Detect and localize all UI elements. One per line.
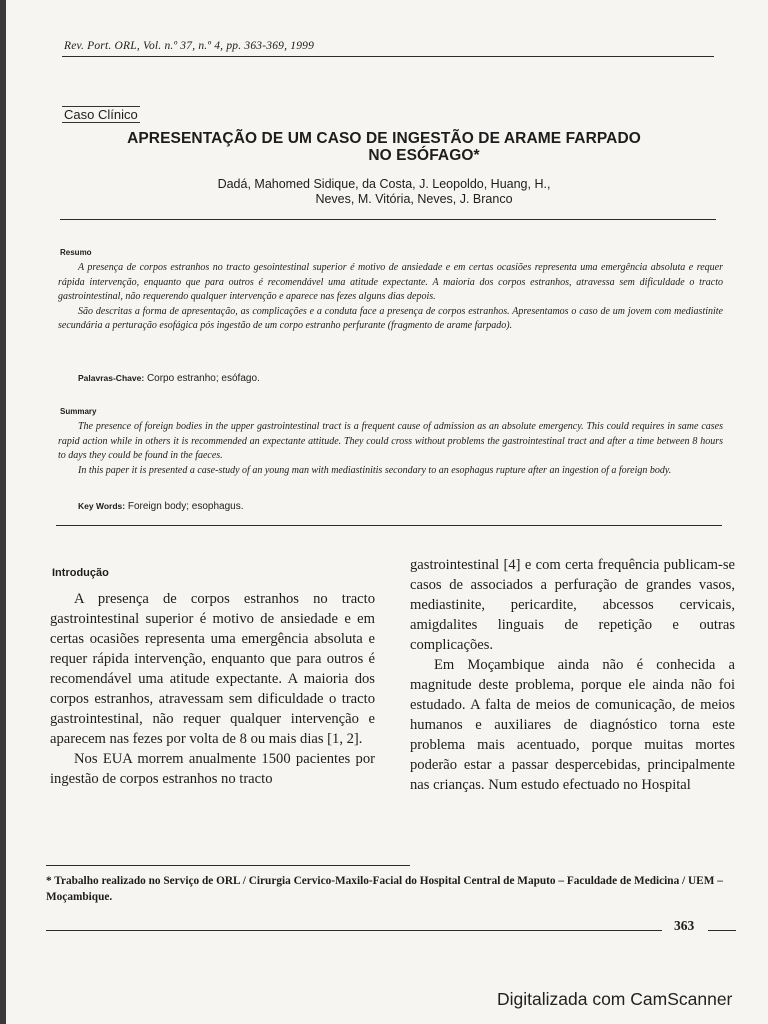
section-label: Caso Clínico (64, 107, 138, 122)
title-line-2: NO ESÓFAGO* (368, 147, 480, 164)
footnote-rule (46, 865, 410, 866)
introduction-heading: Introdução (52, 567, 109, 579)
running-header: Rev. Port. ORL, Vol. n.º 37, n.º 4, pp. 363-369, 1999 (64, 40, 315, 52)
left-column-paragraph-2: Nos EUA morrem anualmente 1500 pacientes por ingestão de corpos estranhos no tracto (50, 751, 375, 787)
resumo-keywords-label: Palavras-Chave: (78, 373, 145, 383)
summary-keywords-text: Foreign body; esophagus. (127, 501, 244, 512)
summary-paragraph-1: The presence of foreign bodies in the upper gastrointestinal tract is a frequent cause of admission as an absolute emergency. This could requires in same cases rapid action while in others it is recommended an expectante attitude. They could cross without problems the gastrointestinal tract and after a time between 8 hours to days they could be found in the faeces. (58, 421, 723, 462)
summary-body (58, 420, 723, 478)
resumo-heading: Resumo (60, 248, 92, 257)
left-column (50, 589, 375, 789)
title-rule (60, 219, 716, 220)
scanner-watermark: Digitalizada com CamScanner (497, 989, 733, 1009)
resumo-keywords (78, 373, 260, 384)
title-line-1: APRESENTAÇÃO DE UM CASO DE INGESTÃO DE ARAME FARPADO (127, 130, 641, 147)
summary-keywords (78, 501, 244, 512)
right-column-paragraph-2: Em Moçambique ainda não é conhecida a magnitude deste problema, porque ele ainda não foi estudado. A falta de meios de comunicação, de meios humanos e auxiliares de diagnóstico torna este problema mais acentuado, porque muitas mortes poderão estar a passar despercebidas, principalmente nas crianças. Num estudo efectuado no Hospital (410, 657, 735, 793)
resumo-keywords-text: Corpo estranho; esófago. (146, 373, 260, 384)
summary-paragraph-2: In this paper it is presented a case-study of an young man with mediastinitis secondary to an esophagus rupture after an ingestion of a foreign body. (78, 464, 672, 476)
authors-line-2: Neves, M. Vitória, Neves, J. Branco (315, 192, 513, 206)
resumo-paragraph-2: São descritas a forma de apresentação, as complicações e a conduta face a presença de corpos estranhos. Apresentamos o caso de um jovem com mediastinite secundária a perturação esofágica pós ingestão de um corpo estranho perfurante (fragmento de arame farpado). (58, 305, 723, 332)
left-column-paragraph-1: A presença de corpos estranhos no tracto gastrointestinal superior é motivo de ansiedade e em certas ocasiões representa uma emergência absoluta e requer rápida intervenção, enquanto que para outros é recomendável uma atitude expectante. A maioria dos corpos estranhos, atravessam sem dificuldade o tracto gastrointestinal, não requer qualquer intervenção e aparecem nas fezes por volta de 8 ou mais dias [1, 2]. (50, 591, 375, 747)
footnote: * Trabalho realizado no Serviço de ORL / Cirurgia Cervico-Maxilo-Facial do Hospital Central de Maputo – Faculdade de Medicina / UEM – Moçambique. (46, 875, 723, 903)
resumo-body (58, 261, 723, 334)
right-column (410, 555, 735, 795)
footer-rule-left (46, 930, 662, 931)
right-column-paragraph-1: gastrointestinal [4] e com certa frequência publicam-se casos de associados a perfuração de grandes vasos, mediastinite, pericardite, abcessos cervicais, amigdalites linguais de repetição e outras complicações. (410, 557, 735, 653)
summary-heading: Summary (60, 407, 97, 416)
resumo-paragraph-1: A presença de corpos estranhos no tracto gesointestinal superior é motivo de ansiedade e em certas ocasiões representa uma emergência absoluta e requer rápida intervenção, enquanto que para outros é recomendável uma atitude expectante. A maioria dos corpos estranhos, atravessa sem dificuldade o tracto gastrointestinal, não requerendo qualquer intervenção e aparece nas fezes alguns dias depois. (58, 262, 723, 303)
page-number: 363 (674, 918, 695, 933)
author-list (60, 177, 708, 207)
article-title (60, 130, 708, 164)
header-rule (62, 56, 714, 57)
summary-keywords-label: Key Words: (78, 501, 126, 511)
authors-line-1: Dadá, Mahomed Sidique, da Costa, J. Leopoldo, Huang, H., (217, 177, 551, 191)
footer-rule-right (708, 930, 736, 931)
abstract-rule (56, 525, 722, 526)
page-binding-edge (0, 0, 6, 1024)
